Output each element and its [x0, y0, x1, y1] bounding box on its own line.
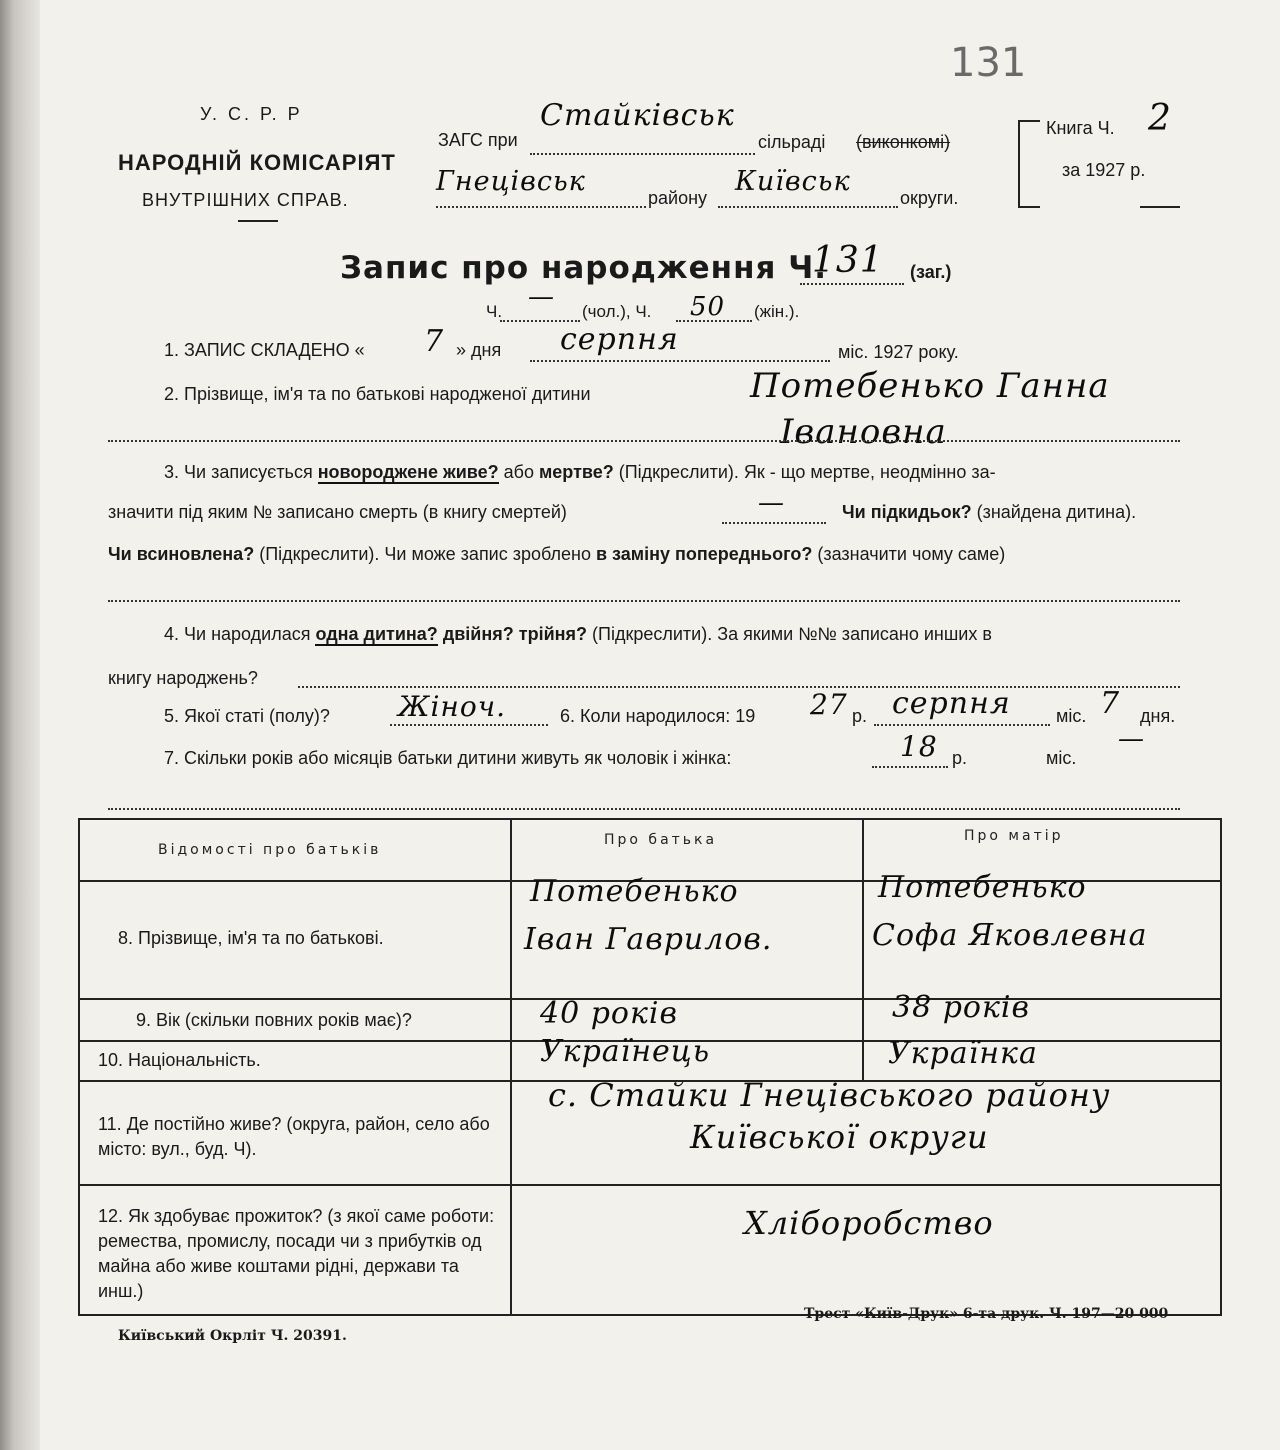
q3-option-dead: мертве? [538, 462, 614, 482]
q3-foundling-note: (знайдена дитина). [971, 502, 1137, 522]
row-11-residence-line1: с. Стайки Гнецівського району [548, 1076, 1111, 1114]
q3-line2-end [842, 502, 1136, 523]
row-8-mother-surname: Потебенько [878, 870, 1087, 905]
table-header-info: Відомості про батьків [158, 842, 382, 858]
male-count-suffix: (чол.), Ч. [582, 302, 652, 321]
q6-label: 6. Коли народилося: 19 [560, 706, 756, 726]
q7-years: 18 [900, 730, 938, 763]
book-year: за 1927 р. [1062, 160, 1146, 180]
table-top-border [78, 818, 1222, 820]
q1-suffix: міс. 1927 року. [838, 342, 959, 362]
zags-label: ЗАГС при [438, 130, 518, 150]
q4-answer-line [298, 686, 1180, 688]
zags-okrug-label: округи. [900, 188, 959, 208]
book-box-left-border [1018, 120, 1020, 208]
q1-day-suffix: » дня [456, 340, 502, 360]
q6-day: 7 [1100, 686, 1121, 721]
row-9-label: 9. Вік (скільки повних років має)? [136, 1010, 412, 1030]
q4-line1 [164, 624, 992, 645]
book-box-top-tick [1018, 120, 1040, 122]
female-count-suffix: (жін.). [754, 302, 800, 321]
zags-okrug-value: Київськ [735, 166, 851, 197]
q7-continuation-line [108, 808, 1180, 810]
q6-year: 27 [810, 688, 848, 721]
page-number-pencil: 131 [950, 40, 1027, 86]
q3-replacement-label: (Підкреслити). Чи може запис зроблено [254, 544, 596, 564]
female-count-line [676, 320, 752, 322]
row-8-father-surname: Потебенько [530, 874, 739, 909]
row-10-father-nationality: Українець [540, 1034, 711, 1069]
footer-printer-right: Трест «Київ-Друк» 6-та друк. Ч. 197—20 000 [804, 1306, 1169, 1322]
q3-line2 [108, 502, 567, 523]
q3-text-1: 3. Чи записується [164, 462, 318, 482]
zags-district-line [436, 206, 646, 208]
q6-month-line [874, 724, 1050, 726]
table-left-border [78, 818, 80, 1316]
zags-council-label: сільраді [758, 132, 826, 152]
female-count-value: 50 [690, 292, 726, 322]
q6-day-suffix: дня. [1140, 706, 1176, 726]
q7-months-suffix: міс. [1046, 748, 1077, 768]
q3-text-3: (Підкреслити). Як - що мертве, неодмінно за- [613, 462, 996, 482]
q4-option-triplets: трійня? [518, 624, 588, 644]
q1-label: 1. ЗАПИС СКЛАДЕНО « [164, 340, 365, 360]
q6-month-suffix: міс. [1056, 706, 1087, 726]
q7-years-suffix: р. [952, 748, 968, 768]
q2-name-line1: Потебенько Ганна [750, 366, 1110, 406]
book-binding-edge [0, 0, 40, 1450]
q4-option-single: одна дитина? [315, 624, 438, 644]
q3-continuation-line [108, 600, 1180, 602]
q1-month: серпня [560, 322, 679, 357]
q3-adopted: Чи всиновлена? [108, 544, 255, 564]
zags-district-value: Гнецівськ [436, 166, 586, 197]
header-republic: У. С. Р. Р [200, 104, 303, 124]
q6-month: серпня [892, 686, 1011, 721]
table-header-mother: Про матір [964, 828, 1064, 844]
q7-months: — [1118, 724, 1145, 754]
q3-replacement-note: (зазначити чому саме) [812, 544, 1006, 564]
record-total-suffix: (заг.) [910, 262, 952, 282]
zags-district-label: району [648, 188, 708, 208]
book-label: Книга Ч. [1046, 118, 1115, 138]
zags-council-line [530, 153, 755, 155]
book-box-bottom-tick [1018, 206, 1040, 208]
row-11-residence-line2: Київської округи [690, 1118, 989, 1156]
male-count-value: — [528, 282, 555, 312]
record-number: 131 [812, 240, 884, 281]
table-right-border [1220, 818, 1222, 1316]
row-9-father-age: 40 років [540, 996, 678, 1031]
q7-years-line [872, 766, 948, 768]
q3-option-alive: новороджене живе? [317, 462, 499, 482]
male-count-label: Ч. [486, 302, 503, 321]
q5-line [390, 724, 548, 726]
q1-day: 7 [424, 324, 445, 359]
q4-option-twins: двійня? [442, 624, 514, 644]
row-11-label: 11. Де постійно живе? (округа, район, село або місто: вул., буд. Ч). [98, 1114, 490, 1159]
header-commissariat: НАРОДНІЙ КОМІСАРІЯТ [118, 150, 396, 175]
q3-replacement: в заміну попереднього? [595, 544, 813, 564]
record-number-line [800, 283, 904, 285]
q3-death-line [722, 522, 826, 524]
zags-council-value: Стайківськ [540, 98, 735, 133]
footer-printer-left: Київський Окрліт Ч. 20391. [118, 1328, 347, 1344]
book-number: 2 [1148, 98, 1172, 139]
header-department: ВНУТРІШНИХ СПРАВ. [142, 190, 349, 210]
record-title: Запис про народження Ч. [340, 250, 828, 286]
row-10-mother-nationality: Українка [888, 1036, 1038, 1071]
table-col-divider-1 [510, 818, 512, 1316]
q4-text-1: 4. Чи народилася [164, 624, 316, 644]
header-divider [238, 220, 278, 222]
q3-foundling: Чи підкидьок? [842, 502, 972, 522]
zags-okrug-line [718, 206, 898, 208]
q6-year-suffix: р. [852, 706, 868, 726]
row-10-label: 10. Національність. [98, 1050, 261, 1070]
q3-line1 [164, 462, 996, 483]
row-8-father-name: Іван Гаврилов. [524, 922, 773, 957]
row-12-label: 12. Як здобуває прожиток? (з якої саме роботи: ремества, промислу, посади чи з прибутків од майна або живе коштами рідні, держави та инш.) [98, 1206, 495, 1301]
q2-name-line2: Івановна [780, 412, 947, 452]
q5-label: 5. Якої статі (полу)? [164, 706, 330, 726]
table-row-divider-11 [78, 1184, 1222, 1186]
q3-death-value: — [758, 488, 785, 518]
q3-death-label: значити під яким № записано смерть (в книгу смертей) [108, 502, 567, 522]
zags-executive-label: (виконкомі) [856, 132, 951, 152]
q7-label: 7. Скільки років або місяців батьки дитини живуть як чоловік і жінка: [164, 748, 732, 768]
row-12-occupation: Хліборобство [744, 1204, 994, 1242]
table-header-father: Про батька [604, 832, 718, 848]
row-9-mother-age: 38 років [892, 990, 1030, 1025]
q5-value: Жіноч. [398, 690, 507, 723]
q3-line3 [108, 544, 1005, 565]
q4-text-2: (Підкреслити). За якими №№ записано инших в [587, 624, 992, 644]
book-box-right-tick [1140, 206, 1180, 208]
q2-label: 2. Прізвище, ім'я та по батькові народженої дитини [164, 384, 591, 404]
row-8-label: 8. Прізвище, ім'я та по батькові. [118, 928, 384, 948]
table-col-divider-2 [862, 818, 864, 1080]
q4-line2: книгу народжень? [108, 668, 258, 688]
q2-continuation-line [108, 440, 1180, 442]
row-8-mother-name: Софа Яковлевна [872, 918, 1148, 953]
q3-text-2: або [498, 462, 539, 482]
q1-month-line [530, 360, 830, 362]
